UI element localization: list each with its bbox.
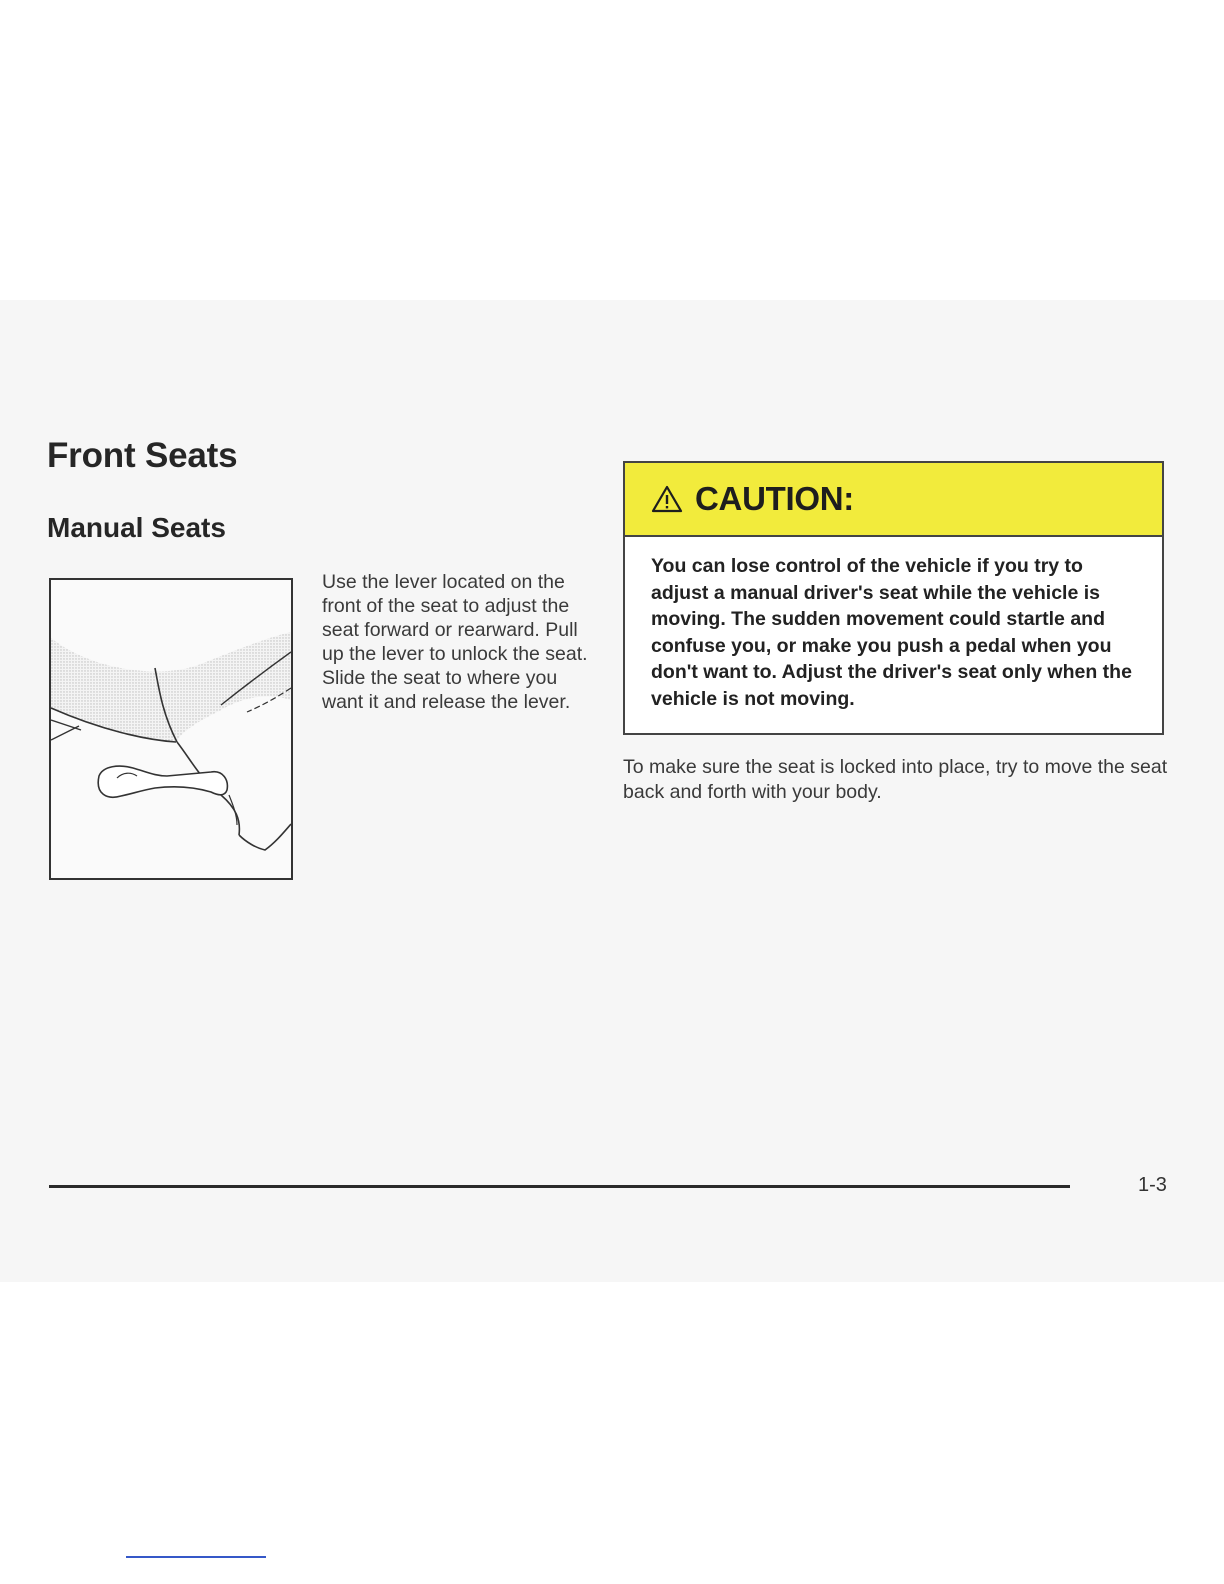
page-number: 1-3 bbox=[1138, 1174, 1167, 1196]
seat-lever-figure bbox=[49, 578, 293, 880]
link-underline bbox=[126, 1556, 266, 1558]
seat-adjust-lever-illustration bbox=[51, 580, 291, 878]
caution-text: You can lose control of the vehicle if you try to adjust a manual driver's seat while the vehicle is moving. The sudden movement could startle and confuse you, or make you push a pedal when you don't want to. Adjust the driver's seat only when the vehicle is not moving. bbox=[651, 555, 1132, 710]
lock-check-instructions: To make sure the seat is locked into place, try to move the seat back and forth with your body. bbox=[623, 756, 1168, 803]
page-title: Front Seats bbox=[47, 436, 238, 475]
caution-label: CAUTION: bbox=[695, 480, 854, 517]
caution-box bbox=[623, 461, 1164, 735]
warning-triangle-icon bbox=[651, 485, 683, 513]
caution-header bbox=[625, 463, 1162, 537]
manual-page bbox=[0, 300, 1224, 1282]
footer-rule bbox=[49, 1185, 1070, 1188]
section-subtitle: Manual Seats bbox=[47, 512, 226, 543]
lever-instructions: Use the lever located on the front of the seat to adjust the seat forward or rearward. Pull up the lever to unlock the seat. Slide the seat to where you want it and release the lever. bbox=[322, 571, 588, 713]
